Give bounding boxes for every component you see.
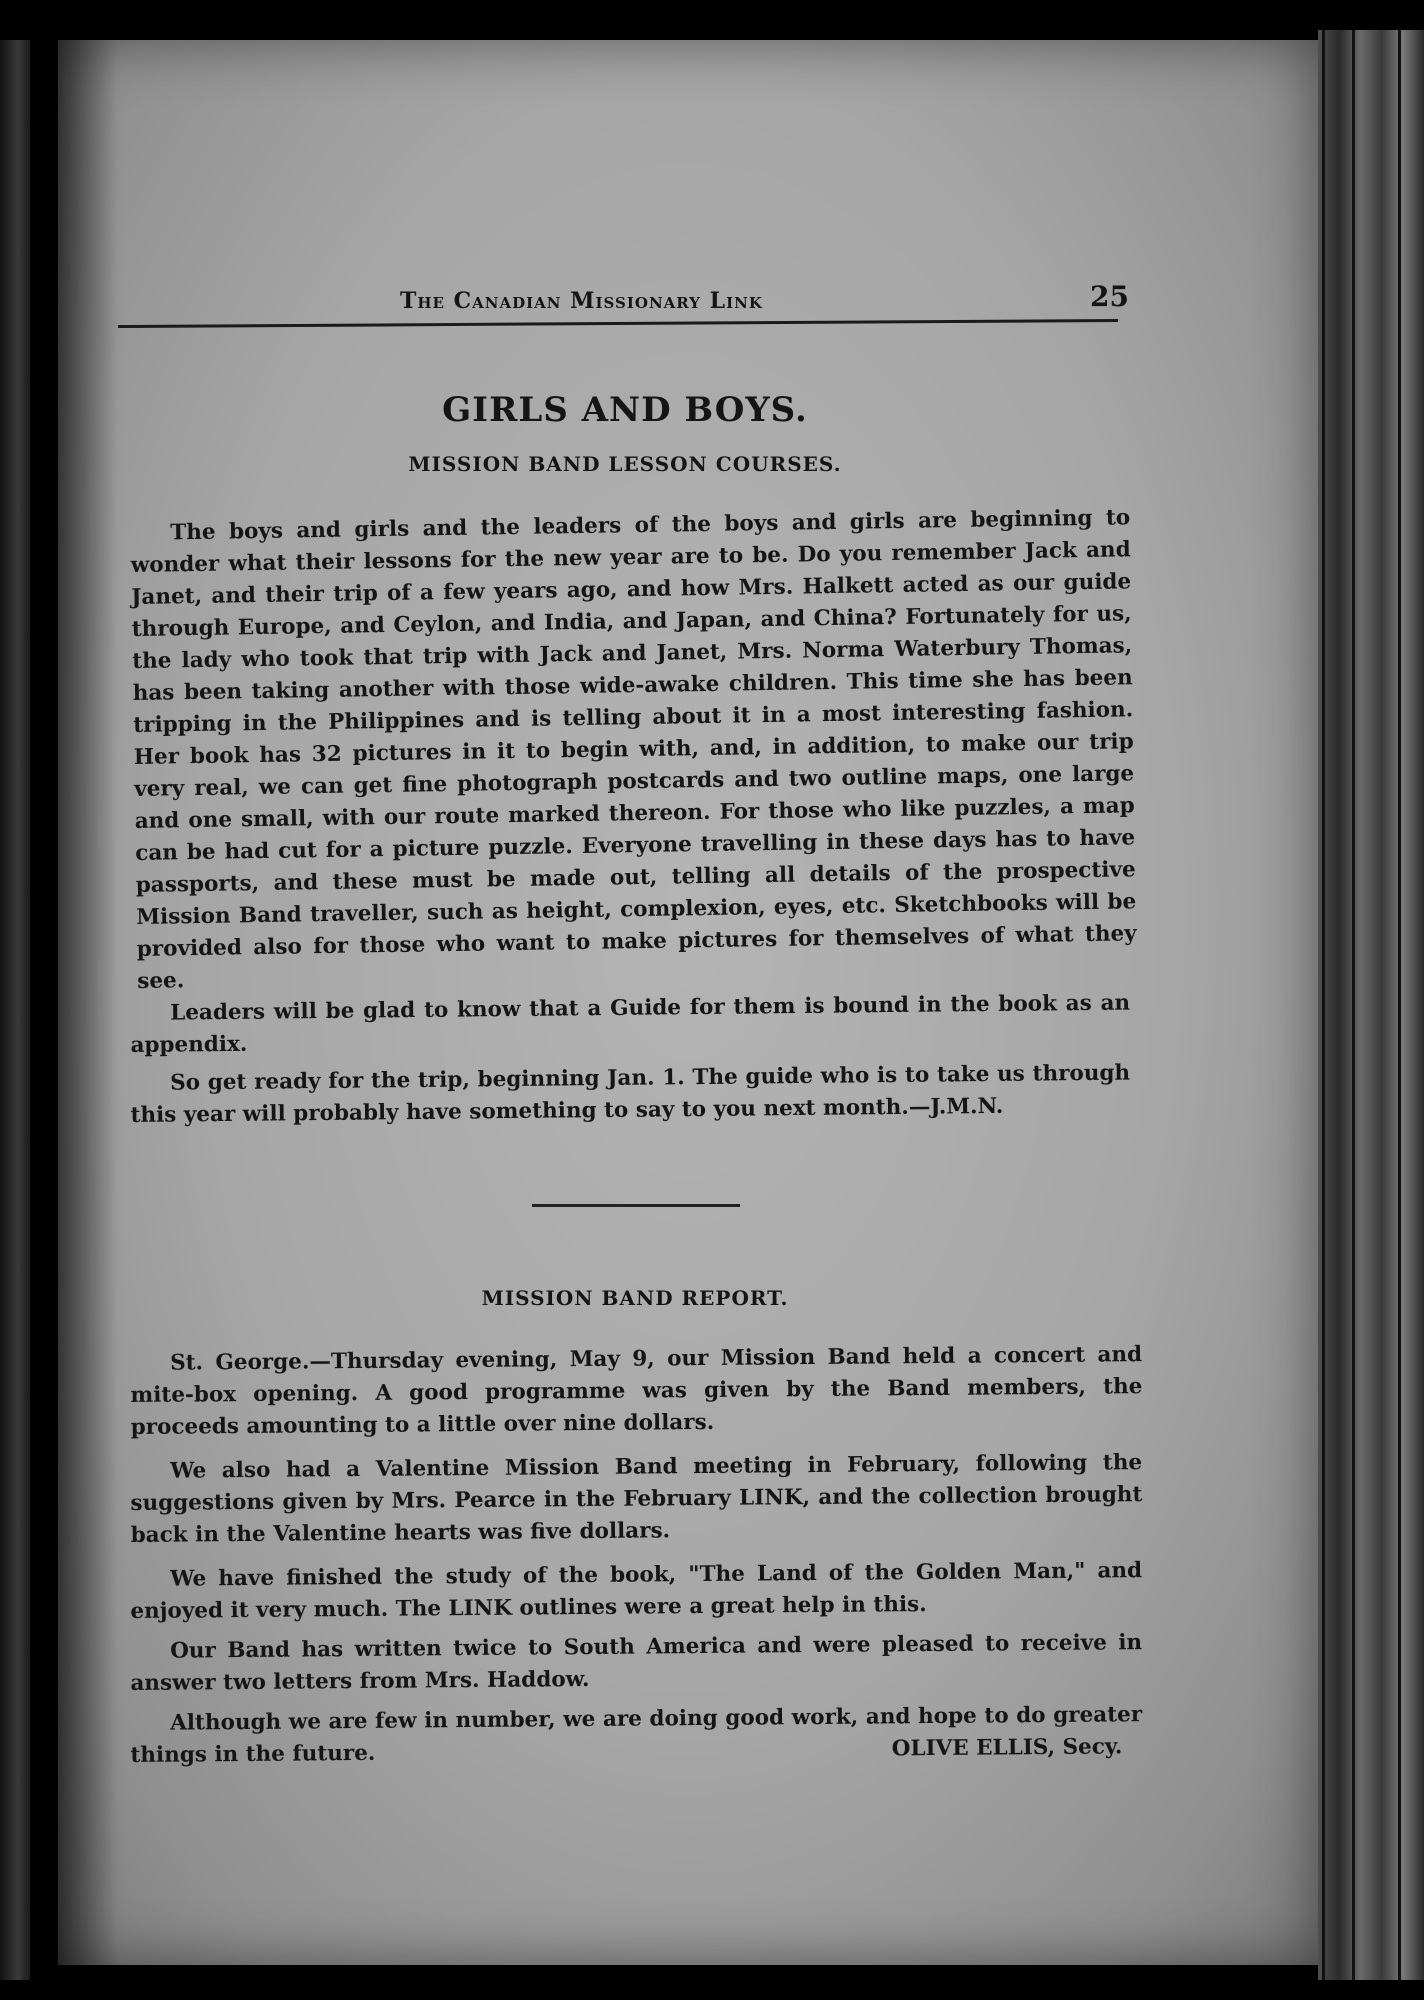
- report-place: St. George.: [170, 1349, 310, 1376]
- section-divider: [532, 1204, 740, 1207]
- spine-line: [1398, 30, 1401, 1980]
- report-signature: OLIVE ELLIS, Secy.: [891, 1734, 1123, 1762]
- article-paragraph: The boys and girls and the leaders of the boys and girls are beginning to wonder what their lessons for the new year are to be. Do you remember Jack and Janet, and their trip of a few years ago, and how Mrs. Halkett acted as our guide through Europe, and Ceylon, and India, and Japan, and China? Fortunately for us, the lady who took that trip with Jack and Janet, Mrs. Norma Waterbury Thomas, has been taking another with those wide-awake children. This time she has been tripping in the Philippines and is telling about it in a most interesting fashion. Her book has 32 pictures in it to begin with, and, in addition, to make our trip very real, we can get fine photograph postcards and two outline maps, one large and one small, with our route marked thereon. For those who like puzzles, a map can be had cut for a picture puzzle. Everyone travelling in these days has to have passports, and these must be made out, telling all details of the prospective Mission Band traveller, such as height, complexion, eyes, etc. Sketchbooks will be provided also for those who want to make pictures for themselves of what they see.: [130, 505, 1137, 994]
- paragraph-text: —Thursday evening, May 9, our Mission Band held a concert and mite-box opening. A good programme was given by the Band members, the proceeds amounting to a little over nine dollars.: [130, 1342, 1143, 1440]
- facing-page-edge: [0, 40, 30, 1980]
- gutter-shadow: [58, 40, 118, 1965]
- section-subtitle: MISSION BAND LESSON COURSES.: [408, 452, 842, 476]
- report-title: MISSION BAND REPORT.: [481, 1286, 789, 1310]
- running-head: [130, 270, 1140, 320]
- report-paragraph: We have finished the study of the book, "The Land of the Golden Man," and enjoyed it very much. The LINK outlines were a great help in this.: [130, 1558, 1143, 1624]
- report-paragraph: [130, 1339, 1143, 1444]
- book-spine: [1318, 30, 1424, 1980]
- section-title: GIRLS AND BOYS.: [442, 390, 808, 430]
- paragraph-lead: So get ready for the trip, beginning Jan. 1.: [170, 1065, 685, 1096]
- journal-title: The Canadian Missionary Link: [400, 288, 763, 314]
- article-paragraph: Leaders will be glad to know that a Guide for them is bound in the book as an appendix.: [130, 990, 1131, 1058]
- page-number: 25: [1090, 280, 1129, 313]
- report-paragraph: [130, 1699, 1143, 1772]
- article-paragraph: [130, 1058, 1131, 1132]
- report-paragraph: We also had a Valentine Mission Band meeting in February, following the suggestions given by Mrs. Pearce in the February LINK, and the collection brought back in the Valentine hearts was five dollars.: [130, 1450, 1143, 1548]
- report-paragraph: Our Band has written twice to South America and were pleased to receive in answer two letters from Mrs. Haddow.: [130, 1630, 1143, 1696]
- paragraph-text: Although we are few in number, we are doing good work, and hope to do greater things in the future.: [130, 1702, 1143, 1768]
- spine-line: [1322, 30, 1325, 1980]
- spine-line: [1352, 30, 1355, 1980]
- paragraph-text: The guide who is to take us through this year will probably have something to say to you next month.—J.M.N.: [130, 1060, 1131, 1128]
